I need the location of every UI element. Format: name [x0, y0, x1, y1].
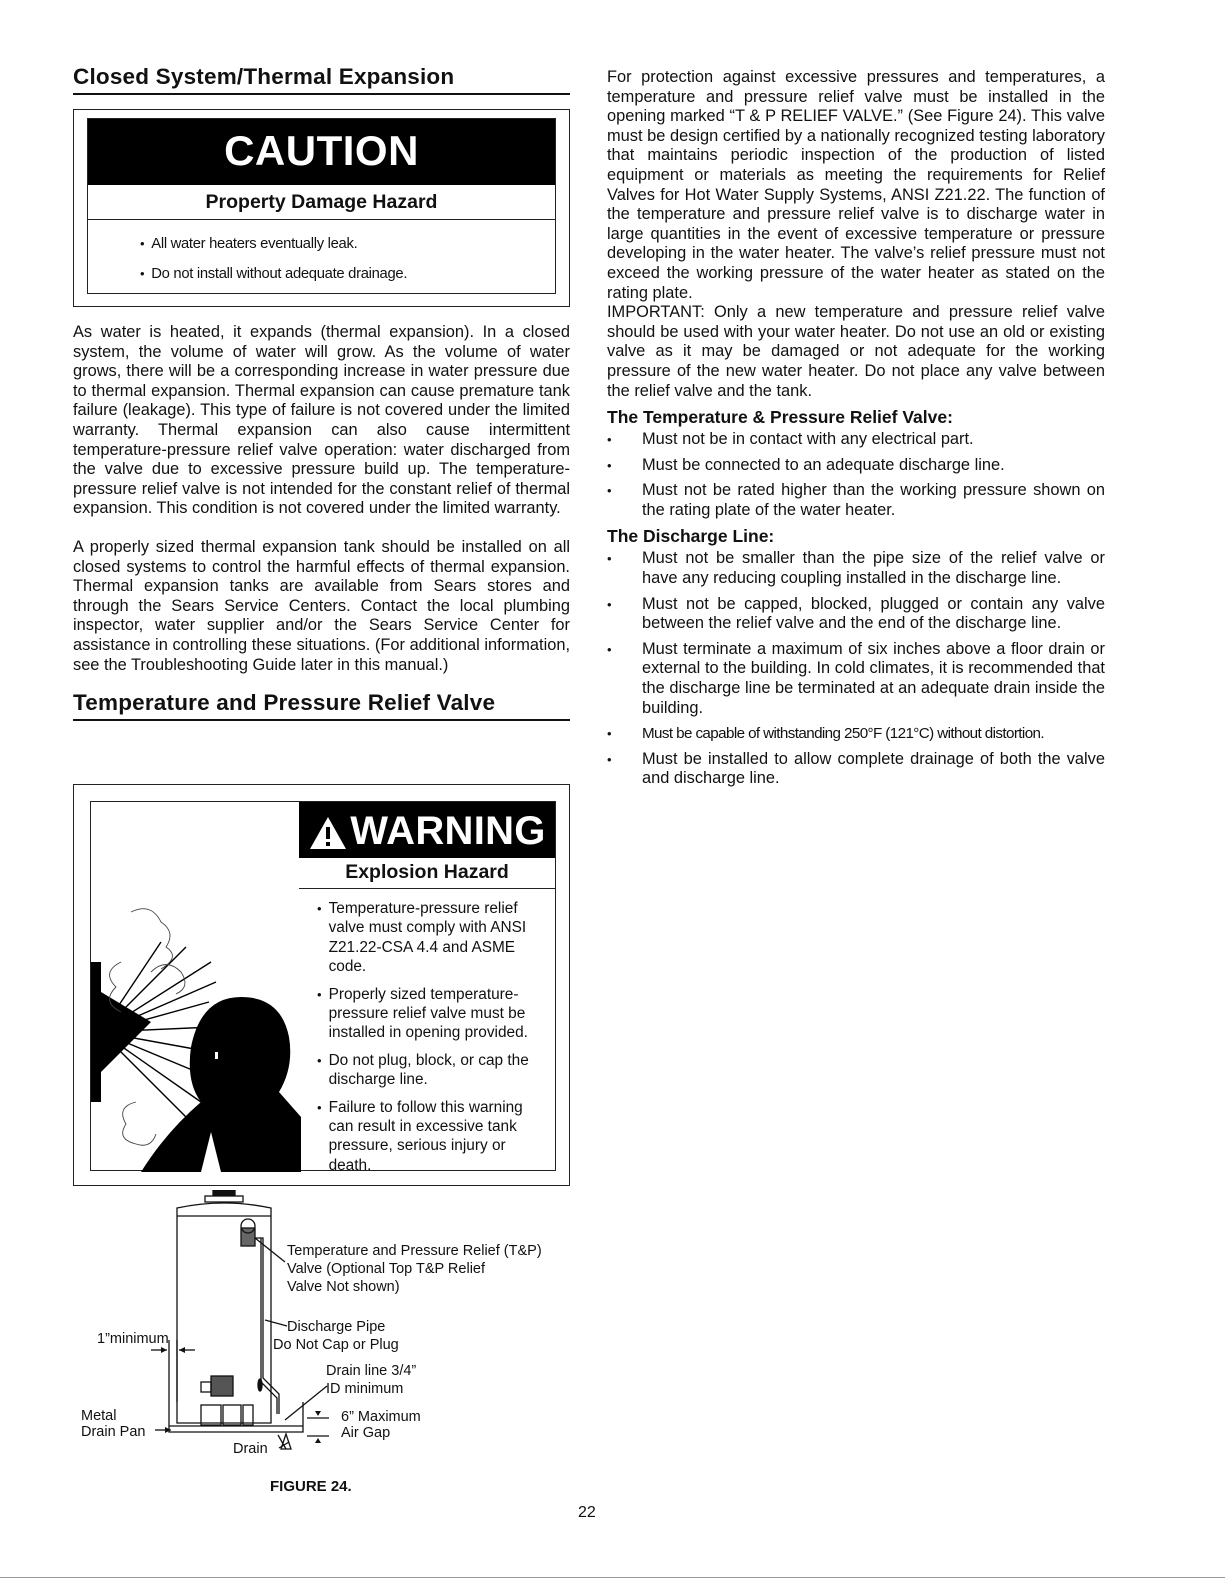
tp-valve-heading: The Temperature & Pressure Relief Valve: — [607, 407, 953, 428]
explosion-hazard-illustration — [91, 902, 301, 1172]
metal-drain-pan-label: Metal Drain Pan — [81, 1408, 146, 1440]
caution-bullet: • All water heaters eventually leak. — [140, 234, 555, 254]
warning-bullet: • Failure to follow this warning can result in excessive tank pressure, serious injury or death. — [317, 1098, 555, 1176]
caution-box — [73, 109, 570, 307]
drain-label: Drain — [233, 1441, 268, 1457]
important-paragraph: IMPORTANT: Only a new temperature and pressure relief valve should be used with your water heater. Do not use an old or existing valve as it may be damaged or not adequate for the working pressure of the new water heater. Do not place any valve between the relief valve and the tank. — [607, 303, 1105, 400]
discharge-line-bullet: • Must be installed to allow complete drainage of both the valve and discharge line. — [607, 750, 1105, 789]
caution-bullet: • Do not install without adequate drainage. — [140, 264, 555, 284]
warning-subtitle: Explosion Hazard — [299, 858, 555, 889]
warning-header — [299, 802, 555, 858]
left-column — [73, 64, 570, 721]
expansion-tank-paragraph: A properly sized thermal expansion tank should be installed on all closed systems to control the harmful effects of thermal expansion. Thermal expansion tanks are available from Sears stores and through the Sears Service Centers. Contact the local plumbing inspector, water supplier and/or the Sears Service Center for assistance in controlling these situations. (For additional information, see the Troubleshooting Guide later in this manual.) — [73, 537, 570, 674]
figure-caption: FIGURE 24. — [270, 1478, 352, 1495]
discharge-line-bullet: • Must not be capped, blocked, plugged or contain any valve between the relief valve and the end of the discharge line. — [607, 595, 1105, 634]
right-column — [607, 68, 1105, 795]
warning-bullet: • Do not plug, block, or cap the discharge line. — [317, 1051, 555, 1090]
tp-valve-bullet: • Must not be in contact with any electrical part. — [607, 430, 1105, 450]
discharge-line-bullet: • Must be capable of withstanding 250°F (121°C) without distortion. — [607, 724, 1105, 744]
page-number: 22 — [578, 1504, 596, 1521]
discharge-pipe-label: Discharge Pipe Do Not Cap or Plug — [273, 1319, 399, 1353]
caution-subtitle: Property Damage Hazard — [88, 185, 555, 220]
tp-valve-bullet: • Must not be rated higher than the working pressure shown on the rating plate of the water heater. — [607, 481, 1105, 520]
tp-valve-requirements-paragraph: For protection against excessive pressures and temperatures, a temperature and pressure relief valve must be installed in the opening marked “T & P RELIEF VALVE.” (See Figure 24). This valve must be design certified by a nationally recognized testing laboratory that maintains periodic inspection of the production of listed equipment or materials as meeting the requirements for Relief Valves for Hot Water Supply Systems, ANSI Z21.22. The function of the temperature and pressure relief valve is to discharge water in large quantities in the event of excessive temperature or pressure developing in the water heater. The valve’s relief pressure must not exceed the working pressure of the water heater as stated on the rating plate. — [607, 68, 1105, 302]
section-title-closed-system: Closed System/Thermal Expansion — [73, 64, 570, 95]
page-bottom-rule — [0, 1577, 1225, 1578]
minimum-clearance-label: 1”minimum — [97, 1331, 169, 1347]
discharge-line-heading: The Discharge Line: — [607, 526, 775, 547]
alert-triangle-icon — [308, 815, 348, 851]
caution-label: CAUTION — [88, 119, 555, 185]
discharge-line-bullet-list — [607, 549, 1105, 789]
air-gap-label: 6” Maximum Air Gap — [341, 1409, 421, 1441]
warning-box — [73, 784, 570, 1186]
section-title-tp-valve: Temperature and Pressure Relief Valve — [73, 690, 570, 721]
warning-bullet: • Temperature-pressure relief valve must comply with ANSI Z21.22-CSA 4.4 and ASME code. — [317, 899, 555, 977]
discharge-line-bullet: • Must terminate a maximum of six inches above a floor drain or external to the building. In cold climates, it is recommended that the discharge line be terminated at an adequate drain inside the building. — [607, 640, 1105, 718]
warning-text-panel — [299, 802, 555, 1174]
discharge-line-bullet: • Must not be smaller than the pipe size of the relief valve or have any reducing coupling installed in the discharge line. — [607, 549, 1105, 588]
caution-bullet-list — [88, 220, 555, 284]
warning-bullet: • Properly sized temperature-pressure relief valve must be installed in opening provided. — [317, 985, 555, 1043]
warning-bullet-list — [299, 889, 555, 1175]
tp-valve-bullet-list — [607, 430, 1105, 520]
thermal-expansion-paragraph: As water is heated, it expands (thermal expansion). In a closed system, the volume of water will grow. As the volume of water grows, there will be a corresponding increase in water pressure due to thermal expansion. Thermal expansion can cause premature tank failure (leakage). This type of failure is not covered under the limited warranty. Thermal expansion can also cause intermittent temperature-pressure relief valve operation: water discharged from the valve due to excessive pressure build up. The temperature-pressure relief valve is not intended for the constant relief of thermal expansion. This condition is not covered under the limited warranty. — [73, 323, 570, 518]
drain-line-label: Drain line 3/4” ID minimum — [326, 1363, 417, 1397]
tp-valve-label: Temperature and Pressure Relief (T&P) Valve (Optional Top T&P Relief Valve Not shown) — [287, 1243, 542, 1295]
figure-24-diagram — [73, 1190, 593, 1470]
tp-valve-bullet: • Must be connected to an adequate discharge line. — [607, 456, 1105, 476]
warning-label: WARNING — [350, 809, 546, 853]
